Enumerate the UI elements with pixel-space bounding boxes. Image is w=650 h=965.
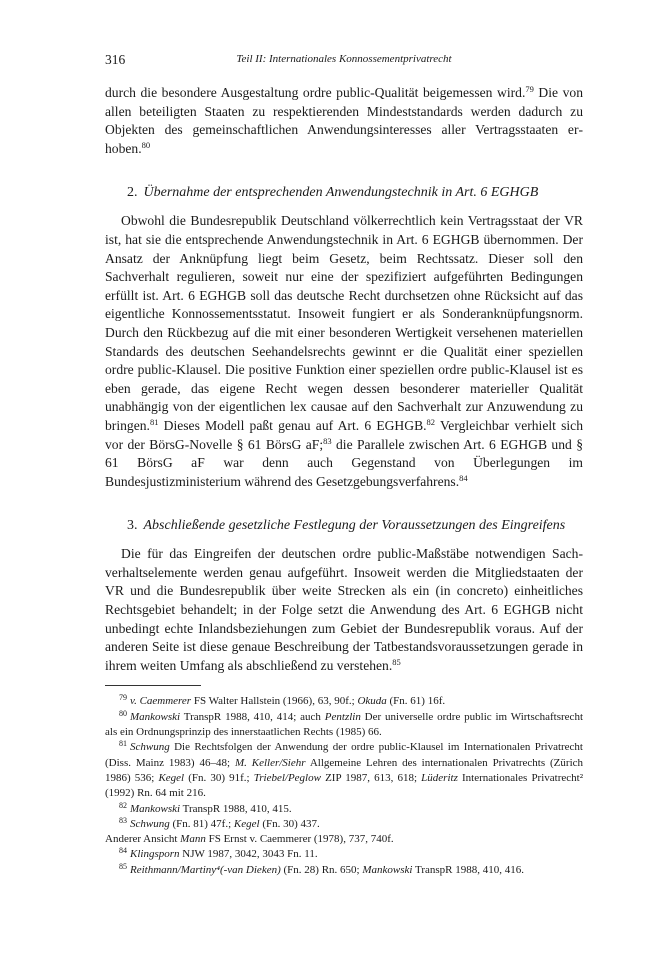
footnote-ref-82[interactable]: 82	[426, 416, 436, 427]
footnote-ref-83[interactable]: 83	[323, 435, 332, 446]
footnote-text: FS Walter Hallstein (1966), 63, 90f.;	[191, 695, 358, 708]
footnote-ref-81[interactable]: 81	[149, 416, 159, 427]
footnote-author: Lüderitz	[421, 771, 458, 784]
footnote-84	[105, 847, 583, 862]
running-title: Teil II: Internationales Konnossementprivatrecht	[236, 53, 452, 65]
footnote-83	[105, 817, 583, 832]
footnote-text: Der universelle ordre public im Wirtschaftsrecht als ein Ordnungsprinzip des innerstaatlichen Rechts (1985) 66.	[105, 710, 583, 739]
footnote-number: 82	[119, 800, 127, 810]
footnote-text: (Fn. 28) Rn. 650;	[280, 863, 363, 876]
running-head	[105, 52, 583, 72]
footnote-text: (Fn. 30) 91f.;	[184, 771, 254, 784]
footnote-number: 84	[119, 846, 127, 856]
section-2-text-3: Vergleichbar verhielt sich vor der BörsG-Novelle § 61 BörsG aF;	[105, 417, 584, 452]
footnote-author: Mankowski	[130, 710, 181, 723]
section-2-title: Übernahme der entsprechenden Anwendungstechnik in Art. 6 EGHGB	[143, 185, 539, 201]
footnote-ref-84[interactable]: 84	[459, 472, 468, 483]
footnote-80	[105, 710, 583, 741]
footnote-number: 83	[119, 815, 127, 825]
footnote-81	[105, 740, 583, 801]
footnote-separator	[105, 685, 201, 686]
intro-text-2: Die von allen beteiligten Staaten zu respektierenden Mindeststandards werden dadurch zu Objekten des gemeinschaftlichen Anwendungsinteresses aller Vertragsstaaten erhoben.	[105, 85, 583, 156]
footnote-83-continuation	[105, 832, 583, 847]
footnote-author: v. Caemmerer	[130, 695, 192, 708]
footnote-author: Schwung	[130, 741, 170, 754]
footnote-number: 79	[119, 693, 127, 703]
footnote-79	[105, 694, 583, 709]
footnote-author: Mankowski	[130, 802, 181, 815]
footnote-number: 80	[119, 708, 127, 718]
footnote-author: Klingsporn	[130, 848, 180, 861]
footnote-text: TranspR 1988, 410, 414; auch	[180, 710, 325, 723]
section-3-text-1: Die für das Eingreifen der deutschen ordre public-Maßstäbe notwendigen Sachverhaltselemente werden genau aufgeführt. Insoweit werden die Mitgliedstaaten der VR und die Bundesrepublik über weite Strecken als ein (in concreto) einheitliches Rechtsgebiet behandelt; in der Folge setzt die Anwendung des Art. 6 EGHGB nicht unbedingt echte Inlandsbeziehungen zum Gebiet der Bundesrepublik voraus. Auf der anderen Seite ist diese genaue Beschreibung der Tatbestandsvoraussetzungen gerade in ihrem weiten Umfang als abschließend zu verstehen.	[105, 546, 583, 673]
footnote-ref-85[interactable]: 85	[392, 656, 401, 667]
section-2-text-2: Dieses Modell paßt genau auf Art. 6 EGHGB.	[158, 417, 427, 433]
body-text	[105, 84, 583, 675]
section-2-paragraph	[105, 212, 583, 491]
footnote-text: ZIP 1987, 613, 618;	[320, 771, 422, 784]
footnote-text: (Fn. 30) 437.	[259, 817, 320, 830]
footnote-author: Okuda	[357, 695, 387, 708]
footnotes	[105, 694, 583, 878]
footnote-text: (Fn. 81) 47f.;	[169, 817, 234, 830]
footnote-text: (Fn. 61) 16f.	[386, 695, 446, 708]
section-3-paragraph	[105, 545, 583, 675]
section-2-text-4: die Parallele zwischen Art. 6 EGHGB und § 61 BörsG aF war denn auch Gegenstand von Überlegungen im Bundesjustizministerium während des Gesetzgebungsverfahrens.	[105, 436, 584, 489]
footnote-author: Schwung	[130, 817, 170, 830]
footnote-author: Triebel/Peglow	[253, 771, 321, 784]
page-number: 316	[105, 52, 126, 67]
section-3-number: 3.	[127, 518, 138, 534]
footnote-82	[105, 802, 583, 817]
footnote-text: Allgemeine Lehren des internationalen Privatrechts (Zürich 1986) 536;	[105, 756, 584, 784]
footnote-author: Mankowski	[362, 863, 413, 876]
book-page	[105, 52, 583, 878]
footnote-number: 81	[119, 739, 127, 749]
footnote-ref-80[interactable]: 80	[141, 139, 151, 150]
footnote-text: TranspR 1988, 410, 416.	[412, 863, 524, 876]
footnote-number: 85	[119, 861, 127, 871]
section-2-number: 2.	[127, 185, 138, 201]
footnote-ref-79[interactable]: 79	[525, 84, 534, 94]
intro-paragraph	[105, 84, 583, 158]
footnote-author: M. Keller/Siehr	[234, 756, 306, 769]
section-2-heading	[127, 184, 583, 202]
section-3-heading	[127, 517, 583, 535]
footnote-text: NJW 1987, 3042, 3043 Fn. 11.	[179, 848, 318, 861]
footnote-85	[105, 863, 583, 878]
footnote-author: Mann	[180, 833, 206, 846]
footnote-text: Internationales Privatrecht² (1992) Rn. 64 mit 216.	[105, 771, 583, 800]
footnote-text: Anderer Ansicht	[105, 833, 181, 846]
footnote-text: Die Rechtsfolgen der Anwendung der ordre public-Klausel im Internationalen Privatrecht (Diss. Mainz 1983) 46–48;	[105, 741, 583, 769]
section-2-text-1: Obwohl die Bundesrepublik Deutschland völkerrechtlich kein Vertragsstaat der VR ist, hat sie die entsprechende Anwendungstechnik in Art. 6 EGHGB übernommen. Der Ansatz der Anknüpfung liegt beim Gesetz, beim Rechtssatz. Dieser soll den Sachverhalt regulieren, soweit nur eine der spezifiziert aufgeführten Bedingungen erfüllt ist. Art. 6 EGHGB soll das deutsche Recht durchsetzen ohne Rücksicht auf das eigentliche Konnossementsstatut. Insoweit fungiert er als Sonderanknüpfungsnorm. Durch den Rückbezug auf die mit einer besonderen Wertigkeit versehenen materiellen Standards des deutschen Seehandelsrechts gewinnt er die Qualität einer speziellen ordre public-Klausel. Die positive Funktion einer speziellen ordre public-Klausel ist es eben gerade, das eigene Recht wegen dessen besonderer materieller Qualität unabhängig von der eigentlichen lex causae auf den Sachverhalt zur Anzuwendung zu bringen.	[105, 213, 583, 433]
footnote-author: Kegel	[158, 771, 185, 784]
footnote-author: Kegel	[233, 817, 260, 830]
intro-text: durch die besondere Ausgestaltung ordre public-Qualität beigemessen wird.	[105, 85, 526, 100]
section-3-title: Abschließende gesetzliche Festlegung der Voraussetzungen des Eingreifens	[143, 518, 566, 534]
footnote-author: Pentzlin	[324, 710, 361, 723]
footnote-text: FS Ernst v. Caemmerer (1978), 737, 740f.	[205, 833, 394, 846]
footnote-text: TranspR 1988, 410, 415.	[180, 802, 292, 815]
footnote-author: Reithmann/Martiny⁴(-van Dieken)	[130, 863, 281, 876]
